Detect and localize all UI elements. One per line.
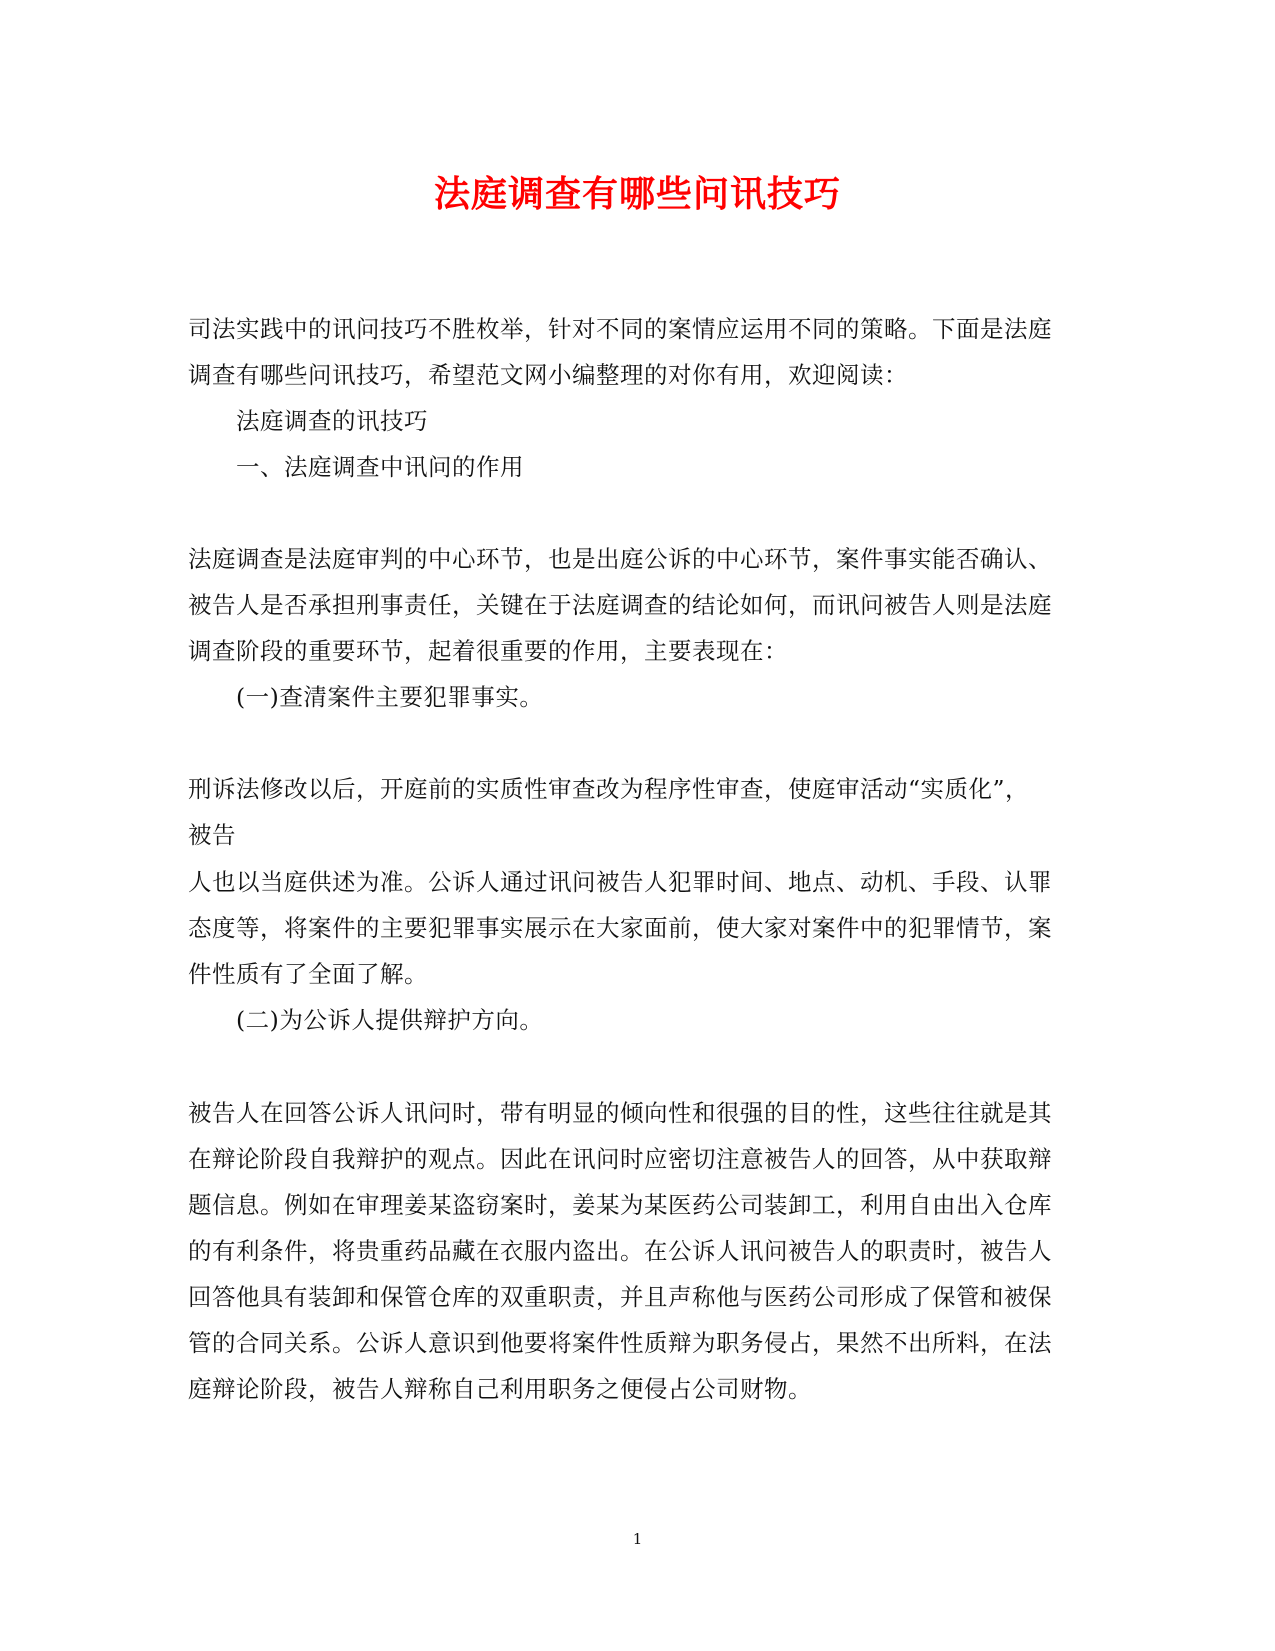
section-heading: 法庭调查的讯技巧 <box>236 407 428 435</box>
subsection-heading: (一)查清案件主要犯罪事实。 <box>236 683 544 711</box>
paragraph-line: 题信息。例如在审理姜某盗窃案时，姜某为某医药公司装卸工，利用自由出入仓库 <box>188 1191 1052 1219</box>
page-number: 1 <box>632 1530 643 1548</box>
paragraph-line: 调查有哪些问讯技巧，希望范文网小编整理的对你有用，欢迎阅读： <box>188 361 908 389</box>
paragraph-line: 刑诉法修改以后，开庭前的实质性审查改为程序性审查，使庭审活动“实质化”， <box>188 775 1030 803</box>
paragraph-line: 回答他具有装卸和保管仓库的双重职责，并且声称他与医药公司形成了保管和被保 <box>188 1283 1052 1311</box>
paragraph-line: 法庭调查是法庭审判的中心环节，也是出庭公诉的中心环节，案件事实能否确认、 <box>188 545 1052 573</box>
paragraph-line: 在辩论阶段自我辩护的观点。因此在讯问时应密切注意被告人的回答，从中获取辩 <box>188 1145 1052 1173</box>
document-title: 法庭调查有哪些问讯技巧 <box>433 173 841 215</box>
paragraph-line: 司法实践中的讯问技巧不胜枚举，针对不同的案情应运用不同的策略。下面是法庭 <box>188 315 1052 343</box>
section-heading: 一、法庭调查中讯问的作用 <box>236 453 524 481</box>
paragraph-line: 态度等，将案件的主要犯罪事实展示在大家面前，使大家对案件中的犯罪情节，案 <box>188 914 1052 942</box>
subsection-heading: (二)为公诉人提供辩护方向。 <box>236 1006 544 1034</box>
paragraph-line: 件性质有了全面了解。 <box>188 960 428 988</box>
paragraph-line: 人也以当庭供述为准。公诉人通过讯问被告人犯罪时间、地点、动机、手段、认罪 <box>188 868 1052 896</box>
paragraph-line: 调查阶段的重要环节，起着很重要的作用，主要表现在： <box>188 637 788 665</box>
paragraph-line: 被告人是否承担刑事责任，关键在于法庭调查的结论如何，而讯问被告人则是法庭 <box>188 591 1052 619</box>
paragraph-line: 管的合同关系。公诉人意识到他要将案件性质辩为职务侵占，果然不出所料，在法 <box>188 1329 1052 1357</box>
paragraph-line: 庭辩论阶段，被告人辩称自己利用职务之便侵占公司财物。 <box>188 1375 812 1403</box>
paragraph-line: 的有利条件，将贵重药品藏在衣服内盗出。在公诉人讯问被告人的职责时，被告人 <box>188 1237 1052 1265</box>
paragraph-line: 被告 <box>188 821 236 849</box>
paragraph-line: 被告人在回答公诉人讯问时，带有明显的倾向性和很强的目的性，这些往往就是其 <box>188 1099 1052 1127</box>
